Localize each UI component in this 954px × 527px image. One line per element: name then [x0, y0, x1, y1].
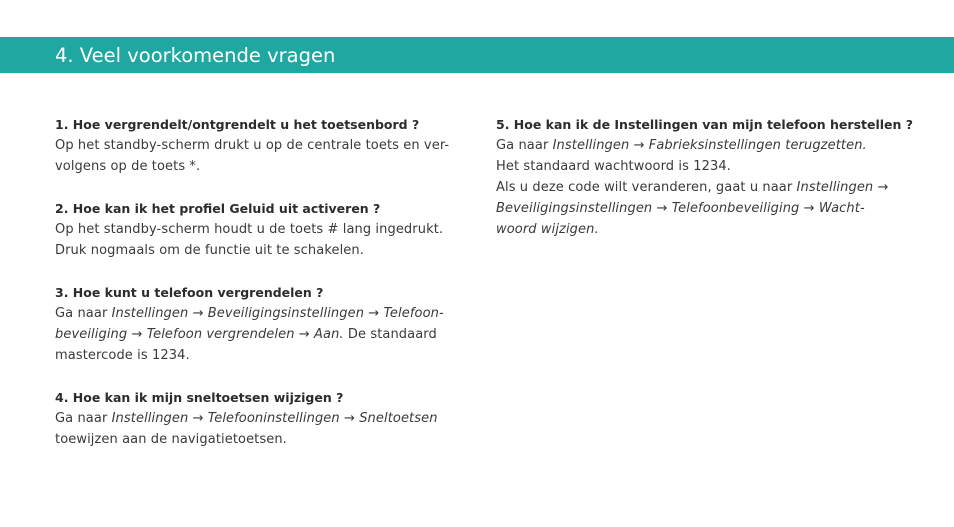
answer-text: De standaard [343, 327, 437, 342]
menu-path: Instellingen → [796, 180, 889, 195]
section-title: 4. Veel voorkomende vragen [55, 44, 336, 67]
faq-answer-line [496, 135, 916, 156]
faq-answer-line [496, 177, 916, 198]
faq-question: 1. Hoe vergrendelt/ontgrendelt u het toetsenbord ? [55, 117, 420, 132]
faq-answer-line [496, 219, 916, 240]
faq-answer-line [55, 303, 475, 324]
faq-answer-line: Op het standby-scherm drukt u op de centrale toets en ver- [55, 138, 450, 153]
right-column [496, 114, 916, 261]
left-column [55, 114, 475, 471]
menu-path: Instellingen → Telefooninstellingen → Sneltoetsen [111, 411, 438, 426]
menu-path: Beveiligingsinstellingen → Telefoonbeveiliging → Wacht- [496, 201, 865, 216]
faq-question: 3. Hoe kunt u telefoon vergrendelen ? [55, 285, 324, 300]
faq-answer-line [496, 198, 916, 219]
faq-question: 5. Hoe kan ik de Instellingen van mijn telefoon herstellen ? [496, 117, 914, 132]
faq-answer-line: toewijzen aan de navigatietoetsen. [55, 432, 287, 447]
faq-answer-line [55, 408, 475, 429]
faq-item-4 [55, 387, 475, 450]
answer-text: Ga naar [55, 411, 112, 426]
faq-answer-line: Op het standby-scherm houdt u de toets # lang ingedrukt. [55, 222, 444, 237]
menu-path: Instellingen → Fabrieksinstellingen terugzetten. [552, 138, 867, 153]
faq-answer-line: volgens op de toets *. [55, 159, 201, 174]
faq-item-1 [55, 114, 475, 177]
faq-question: 4. Hoe kan ik mijn sneltoetsen wijzigen ? [55, 390, 344, 405]
faq-item-3 [55, 282, 475, 366]
faq-answer-line: Druk nogmaals om de functie uit te schakelen. [55, 243, 364, 258]
menu-path: woord wijzigen. [496, 222, 599, 237]
faq-item-5 [496, 114, 916, 240]
menu-path: beveiliging → Telefoon vergrendelen → Aan. [55, 327, 344, 342]
faq-answer-line: Het standaard wachtwoord is 1234. [496, 159, 731, 174]
answer-text: Als u deze code wilt veranderen, gaat u naar [496, 180, 797, 195]
faq-answer-line [55, 324, 475, 345]
section-header-bar [0, 37, 954, 73]
faq-answer-line: mastercode is 1234. [55, 348, 190, 363]
faq-question: 2. Hoe kan ik het profiel Geluid uit activeren ? [55, 201, 381, 216]
faq-item-2 [55, 198, 475, 261]
answer-text: Ga naar [55, 306, 112, 321]
menu-path: Instellingen → Beveiligingsinstellingen → Telefoon- [111, 306, 444, 321]
answer-text: Ga naar [496, 138, 553, 153]
